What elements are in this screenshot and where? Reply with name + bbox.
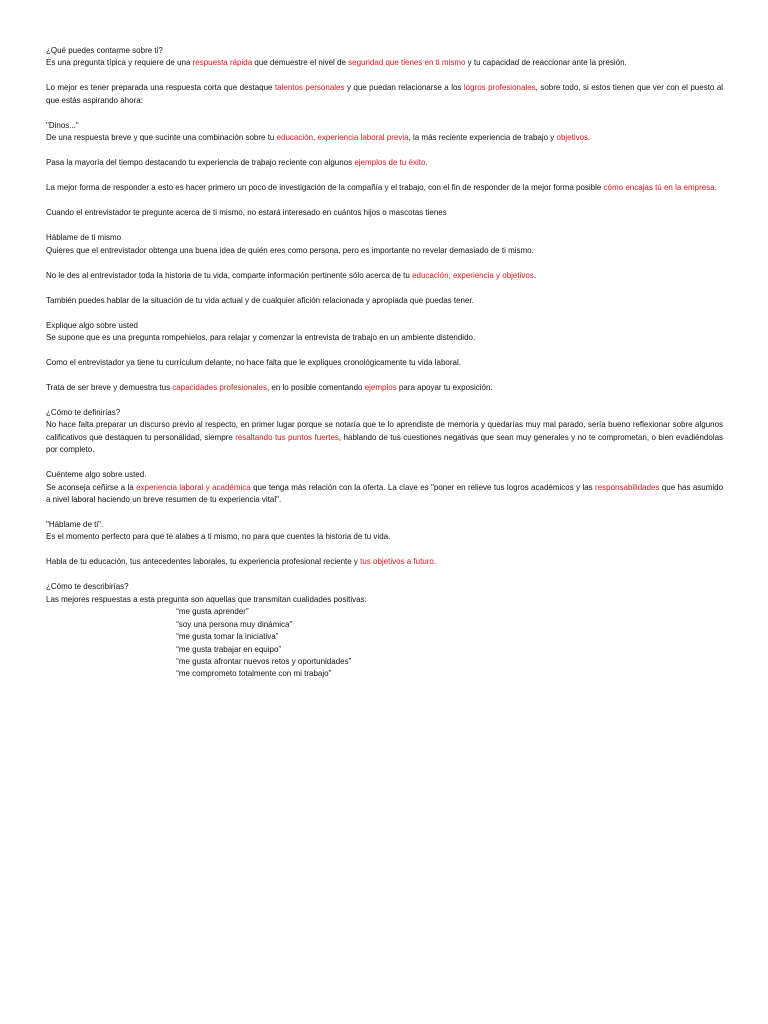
text-line	[46, 381, 723, 393]
text-run: No hace falta preparar un discurso previo al respecto, en primer lugar porque se notaría que te lo aprendiste de memoria y quedarías muy mal parado, sería bueno reflexionar sobre algunos calificativos que destaquen tu personalidad, siempre	[46, 419, 724, 442]
highlighted-text: experiencia laboral y académica	[136, 481, 251, 492]
paragraph	[46, 119, 723, 144]
paragraph	[46, 269, 723, 281]
text-run: Se supone que es una pregunta rompehielos, para relajar y comenzar la entrevista de trabajo en un ambiente distendido.	[46, 332, 476, 343]
highlighted-text: talentos personales	[274, 82, 345, 93]
highlighted-text: educación, experiencia laboral previa	[276, 132, 409, 143]
text-line	[46, 181, 723, 193]
text-run: Trata de ser breve y demuestra tus	[46, 382, 173, 393]
list-item: “me gusta afrontar nuevos retos y oportunidades”	[176, 655, 352, 666]
highlighted-text: logros profesionales	[463, 82, 536, 93]
text-run: Es el momento perfecto para que te alabes a ti mismo, no para que cuentes la historia de tu vida.	[46, 531, 391, 542]
list-item: “me gusta trabajar en equipo”	[176, 643, 282, 654]
paragraph	[46, 156, 723, 168]
list-item: “soy una persona muy dinámica”	[176, 618, 293, 629]
text-line	[46, 44, 723, 56]
text-run: ¿Cómo te describirías?	[46, 581, 129, 592]
text-run: Háblame de ti mismo	[46, 232, 122, 243]
text-run: Se aconseja ceñirse a la	[46, 481, 137, 492]
text-run: que has asumido a nivel laboral haciendo un breve resumen de tu experiencia vital".	[46, 481, 724, 505]
text-line	[46, 593, 723, 605]
text-run: Quieres que el entrevistador obtenga una buena idea de quién eres como persona, pero es importante no revelar demasiado de ti mismo.	[46, 244, 534, 255]
paragraph	[46, 294, 723, 306]
paragraph	[46, 356, 723, 368]
text-line	[46, 294, 723, 306]
text-line	[46, 81, 723, 106]
highlighted-text: capacidades profesionales	[172, 382, 267, 393]
highlighted-text: objetivos	[556, 132, 589, 143]
paragraph	[46, 44, 723, 69]
paragraph	[46, 81, 723, 106]
text-run: , la más reciente experiencia de trabajo y	[408, 132, 557, 143]
text-line	[46, 481, 723, 506]
text-line	[46, 206, 723, 218]
paragraph	[46, 319, 723, 344]
text-run: Como el entrevistador ya tiene tu currículum delante, no hace falta que le expliques cronológicamente tu vida laboral.	[46, 357, 461, 368]
text-run: ¿Qué puedes contarme sobre ti?	[46, 45, 163, 55]
highlighted-text: resaltando tus puntos fuertes	[235, 431, 339, 442]
highlighted-text: respuesta rápida	[192, 57, 253, 68]
text-line	[46, 244, 723, 256]
text-run: Pasa la mayoría del tiempo destacando tu experiencia de trabajo reciente con algunos	[46, 157, 355, 168]
text-run: Lo mejor es tener preparada una respuesta corta que destaque	[46, 82, 275, 93]
highlighted-text: seguridad que tienes en ti mismo	[348, 57, 466, 68]
text-line	[46, 119, 723, 131]
list-item: “me comprometo totalmente con mi trabajo”	[176, 668, 332, 679]
paragraph	[46, 406, 723, 456]
text-run: "Háblame de ti".	[46, 519, 104, 530]
highlighted-text: responsabilidades	[595, 481, 660, 492]
text-run: Cuénteme algo sobre usted.	[46, 469, 147, 480]
highlighted-text: ejemplos de tu éxito	[354, 157, 426, 168]
list-item: “me gusta tomar la iniciativa”	[176, 631, 279, 642]
text-run: y tu capacidad de reaccionar ante la presión.	[465, 57, 627, 68]
text-run: Las mejores respuestas a esta pregunta son aquellas que transmitan cualidades positivas:	[46, 593, 367, 604]
text-line	[46, 331, 723, 343]
text-line	[46, 406, 723, 418]
text-run: También puedes hablar de la situación de tu vida actual y de cualquier afición relacionada y apropiada que puedas tener.	[46, 294, 474, 305]
paragraph	[46, 580, 723, 679]
text-run: y que puedan relacionarse a los	[344, 82, 464, 93]
text-run: La mejor forma de responder a esto es hacer primero un poco de investigación de la compañía y el trabajo, con el fin de responder de la mejor forma posible	[46, 182, 604, 193]
qualities-list	[46, 605, 723, 679]
text-line	[46, 156, 723, 168]
paragraph	[46, 468, 723, 505]
text-line	[46, 530, 723, 542]
text-run: ¿Cómo te definirías?	[46, 407, 121, 418]
text-run: "Dinos..."	[46, 119, 79, 130]
text-line	[46, 319, 723, 331]
text-line	[46, 418, 723, 455]
text-run: que tenga más relación con la oferta. La clave es "poner en relieve tus logros académicos y las	[250, 481, 596, 492]
paragraph	[46, 518, 723, 543]
text-line	[46, 231, 723, 243]
document-page	[46, 44, 723, 692]
text-run: Cuando el entrevistador te pregunte acerca de ti mismo, no estará interesado en cuántos hijos o mascotas tienes	[46, 207, 447, 218]
text-line	[46, 56, 723, 68]
highlighted-text: tus objetivos a futuro	[360, 556, 434, 567]
paragraph	[46, 181, 723, 193]
list-item: “me gusta aprender”	[176, 606, 249, 617]
text-run: , en lo posible comentando	[266, 382, 365, 393]
text-run: .	[533, 269, 537, 280]
text-line	[46, 468, 723, 480]
highlighted-text: cómo encajas tú en la empresa	[603, 182, 715, 193]
text-run: .	[588, 132, 591, 143]
paragraph	[46, 206, 723, 218]
text-run: De una respuesta breve y que sucinte una combinación sobre tu	[46, 132, 277, 143]
text-run: .	[425, 157, 428, 168]
highlighted-text: educación, experiencia y objetivos	[412, 269, 534, 280]
text-run: .	[433, 556, 437, 567]
text-line	[46, 269, 723, 281]
text-line	[46, 518, 723, 530]
text-run: , hablando de tus cuestiones negativas que sean muy generales y no te comprometan, o bien evadiéndolas por completo.	[46, 431, 724, 455]
text-line	[46, 356, 723, 368]
text-run: Habla de tu educación, tus antecedentes laborales, tu experiencia profesional reciente y	[46, 556, 361, 567]
text-run: .	[714, 182, 717, 193]
text-line	[46, 580, 723, 592]
paragraph	[46, 555, 723, 567]
text-line	[46, 131, 723, 143]
paragraph	[46, 231, 723, 256]
text-run: que demuestre el nivel de	[252, 57, 349, 68]
text-line	[46, 555, 723, 567]
highlighted-text: ejemplos	[364, 382, 397, 393]
text-run: Es una pregunta típica y requiere de una	[46, 57, 193, 68]
text-run: No le des al entrevistador toda la historia de tu vida, comparte información pertinente sólo acerca de tu	[46, 269, 413, 280]
text-run: , sobre todo, si estos tienen que ver con el puesto al que estás aspirando ahora:	[46, 82, 724, 105]
text-run: Explique algo sobre usted	[46, 319, 138, 330]
paragraph	[46, 381, 723, 393]
text-run: para apoyar tu exposición.	[396, 382, 493, 393]
